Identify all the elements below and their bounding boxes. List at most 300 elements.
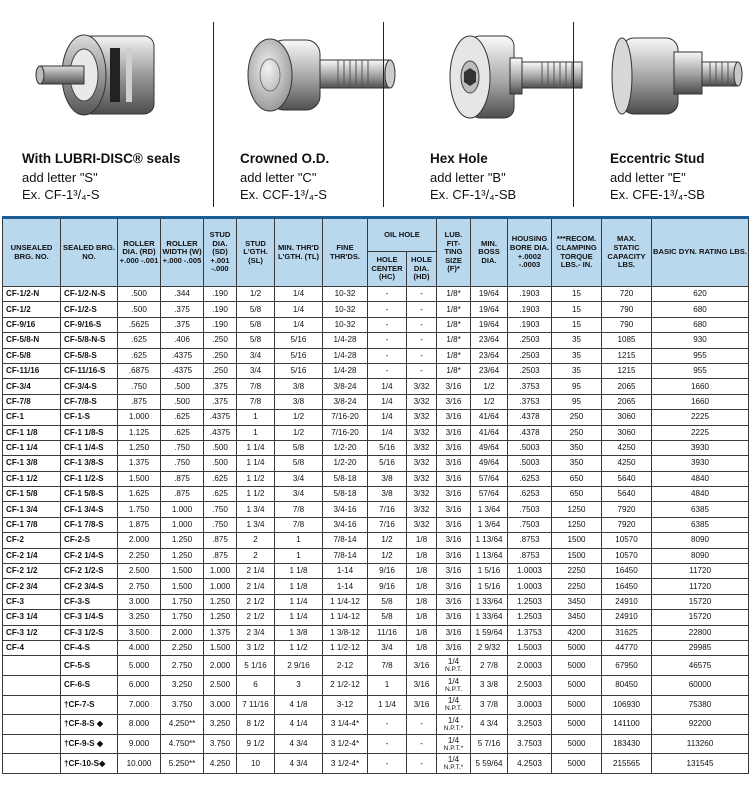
table-cell: CF-3 1/4-S [61,610,118,625]
table-cell: 2.500 [204,675,237,695]
table-cell: CF-1 3/8-S [61,456,118,471]
table-cell: 3/16 [437,579,471,594]
table-cell: CF-5-S [61,656,118,676]
table-cell: .375 [161,302,204,317]
table-cell: 5/8 [237,317,275,332]
table-row [3,594,749,609]
table-cell: CF-2 1/2-S [61,564,118,579]
table-cell: 1 1/4 [275,594,323,609]
table-cell: 2.0003 [508,656,552,676]
table-cell: .750 [204,502,237,517]
table-cell: CF-1 5/8-S [61,487,118,502]
table-cell: .4378 [508,410,552,425]
table-cell: 5/16 [275,363,323,378]
table-cell: 3/32 [407,410,437,425]
table-cell: 3/16 [437,502,471,517]
table-cell: CF-1 7/8 [3,517,61,532]
table-cell: 1/8 [407,610,437,625]
table-cell: 1/4 [368,394,407,409]
table-cell: 75380 [652,695,749,715]
table-cell: 3 3/8 [471,675,508,695]
table-cell: 35 [552,363,602,378]
table-cell: 1 1/4 [237,440,275,455]
table-cell: 1.750 [161,610,204,625]
table-cell: 1 1/2 [237,471,275,486]
table-cell: 4 3/4 [275,754,323,774]
table-cell: CF-5/8-S [61,348,118,363]
table-cell: CF-2 1/4 [3,548,61,563]
table-cell: .344 [161,287,204,302]
table-cell: 350 [552,440,602,455]
table-cell: 1/8 [407,640,437,655]
header-stud-dia: STUD DIA. (SD) +.001 -.000 [204,218,237,287]
table-cell: 1 [237,410,275,425]
table-cell: 5000 [552,695,602,715]
table-cell: 1 1/4 [368,695,407,715]
variant-name: With LUBRI-DISC® seals [22,151,181,166]
table-cell: 23/64 [471,333,508,348]
table-cell: 1/2 [275,410,323,425]
table-cell: 2 7/8 [471,656,508,676]
table-cell: 3/16 [407,675,437,695]
table-cell: CF-1/2-S [61,302,118,317]
table-cell: 1 13/64 [471,533,508,548]
table-cell: 1/4 [368,425,407,440]
table-cell: 1/8* [437,333,471,348]
table-cell: 790 [602,317,652,332]
lub-fitting-type: N.P.T.* [443,724,464,732]
table-cell: .8753 [508,533,552,548]
table-cell: 4.2503 [508,754,552,774]
table-cell: 1/2 [237,287,275,302]
table-cell: 3/16 [437,625,471,640]
table-cell: 31625 [602,625,652,640]
table-cell: 3060 [602,425,652,440]
table-cell: 3.0003 [508,695,552,715]
table-cell: 1/8* [437,348,471,363]
table-cell: 2 9/16 [275,656,323,676]
table-cell: 1 33/64 [471,594,508,609]
table-cell: CF-1 3/4-S [61,502,118,517]
table-cell: 1660 [652,379,749,394]
table-cell: 9 1/2 [237,734,275,754]
table-cell: 3 1/2-4* [323,754,368,774]
table-cell: 3450 [552,594,602,609]
table-cell: 5/8 [368,594,407,609]
table-cell: 10 [237,754,275,774]
table-cell: - [407,754,437,774]
table-cell: 3.250 [204,715,237,735]
variant-suffix: add letter "B" [430,170,506,185]
lub-fitting-size: 1/4 [447,755,460,765]
table-cell: 2250 [552,579,602,594]
table-cell: 1/2-20 [323,456,368,471]
header-lub-fitting: LUB. FIT- TING SIZE (F)* [437,218,471,287]
bearing-spec-table [2,216,748,774]
table-cell: 3-12 [323,695,368,715]
table-cell: 5/8-18 [323,487,368,502]
table-cell: CF-3/4 [3,379,61,394]
table-cell: .625 [204,487,237,502]
table-cell: 3/4 [275,487,323,502]
table-cell: 5/8 [237,333,275,348]
table-cell: 1 1/2-12 [323,640,368,655]
lub-fitting-size: 1/4 [447,696,460,706]
table-cell: CF-1 1/8 [3,425,61,440]
table-cell: 131545 [652,754,749,774]
table-cell: - [368,754,407,774]
table-cell: 95 [552,379,602,394]
header-fine-thread: FINE THR'DS. [323,218,368,287]
table-row [3,754,749,774]
header-oil-hole: OIL HOLE [368,218,437,252]
table-cell: 1 59/64 [471,625,508,640]
table-row [3,363,749,378]
table-cell: 3/16 [407,695,437,715]
table-cell: 2.000 [204,656,237,676]
table-cell [437,695,471,715]
table-cell: 2.000 [161,625,204,640]
table-cell: .500 [204,456,237,471]
lub-fitting-type: N.P.T.* [443,764,464,772]
table-cell: 3/8 [275,394,323,409]
table-cell: .625 [161,425,204,440]
variant-example: Ex. CF-1³/₄-S [22,187,100,202]
table-cell: †CF-8-S ◆ [61,715,118,735]
table-cell: 113260 [652,734,749,754]
separator [383,22,384,207]
table-cell: 1/4 [368,410,407,425]
table-cell: 1250 [552,517,602,532]
table-cell: 1.375 [204,625,237,640]
table-cell: CF-1-S [61,410,118,425]
table-cell: .6253 [508,487,552,502]
table-cell: CF-3 1/2 [3,625,61,640]
table-cell: - [368,302,407,317]
table-cell: 7920 [602,502,652,517]
table-cell: 6.000 [118,675,161,695]
table-cell: CF-4-S [61,640,118,655]
variant-suffix: add letter "C" [240,170,317,185]
table-cell: 2 1/2 [237,594,275,609]
table-cell: 2065 [602,394,652,409]
table-cell: CF-2 1/2 [3,564,61,579]
header-roller-width: ROLLER WIDTH (W) +.000 -.005 [161,218,204,287]
table-cell: 5/8 [275,440,323,455]
table-cell: .250 [204,363,237,378]
table-cell: CF-1 1/8-S [61,425,118,440]
table-row [3,533,749,548]
table-cell [437,734,471,754]
table-cell: 3 1/4-4* [323,715,368,735]
table-cell: CF-2 1/4-S [61,548,118,563]
table-cell: 1/2 [368,548,407,563]
table-cell: - [407,734,437,754]
table-cell: 7 11/16 [237,695,275,715]
table-cell: .190 [204,317,237,332]
table-cell: 930 [652,333,749,348]
lub-fitting-size: 1/4 [447,657,460,667]
table-cell: 15 [552,302,602,317]
table-cell: 1.000 [161,502,204,517]
table-cell: 16450 [602,579,652,594]
table-cell: .375 [161,317,204,332]
table-cell: CF-2 [3,533,61,548]
table-cell: 5000 [552,675,602,695]
table-cell: 11/16 [368,625,407,640]
table-cell: 5/8 [275,456,323,471]
table-cell: 5000 [552,640,602,655]
table-cell: .406 [161,333,204,348]
table-cell: 3.750 [161,695,204,715]
table-row [3,317,749,332]
table-cell: 1/8 [407,533,437,548]
eccentric-stud-bearing-icon [610,18,750,138]
table-cell: 3/32 [407,502,437,517]
table-cell: CF-3 1/2-S [61,625,118,640]
table-cell: CF-2 3/4-S [61,579,118,594]
table-cell: 680 [652,317,749,332]
table-row [3,564,749,579]
table-cell: 3/16 [437,440,471,455]
table-cell: 7/16-20 [323,410,368,425]
table-cell: CF-1/2 [3,302,61,317]
table-cell: 1.750 [118,502,161,517]
table-cell: .6253 [508,471,552,486]
table-cell: †CF-7-S [61,695,118,715]
table-cell: 19/64 [471,317,508,332]
table-cell: 1.500 [161,564,204,579]
table-cell: 7/16 [368,502,407,517]
table-cell [437,656,471,676]
variant-suffix: add letter "S" [22,170,98,185]
table-cell: 1.375 [118,456,161,471]
table-cell: 720 [602,287,652,302]
table-cell: 2.750 [118,579,161,594]
table-cell: 24910 [602,610,652,625]
table-cell: 3/16 [437,594,471,609]
table-row [3,548,749,563]
table-cell: 2-12 [323,656,368,676]
table-cell: - [407,302,437,317]
table-cell: .500 [118,287,161,302]
table-cell: 3/4-16 [323,517,368,532]
table-cell: 1.125 [118,425,161,440]
table-cell: .4378 [508,425,552,440]
table-cell: 1 3/64 [471,502,508,517]
table-cell: 22800 [652,625,749,640]
table-cell: 1/2-20 [323,440,368,455]
table-cell: 1/2 [275,425,323,440]
table-cell: 7/8-14 [323,533,368,548]
table-cell: 4.750** [161,734,204,754]
table-cell: 1 1/4 [237,456,275,471]
header-dyn-rating: BASIC DYN. RATING LBS. [652,218,749,287]
table-cell: .7503 [508,517,552,532]
table-cell: 1.0003 [508,564,552,579]
lub-fitting-size: 1/4 [447,715,460,725]
table-cell: 1 [237,425,275,440]
table-cell: 49/64 [471,456,508,471]
table-cell: 5/16 [275,333,323,348]
table-cell: 3930 [652,456,749,471]
table-cell: CF-9/16 [3,317,61,332]
table-cell: 4.250 [204,754,237,774]
table-cell: 4840 [652,487,749,502]
table-cell: 3/8 [275,379,323,394]
table-cell: .375 [204,394,237,409]
table-cell: 1 5/16 [471,564,508,579]
table-cell: 1/4 [275,287,323,302]
table-cell: 1/4 [368,379,407,394]
header-housing-bore: HOUSING BORE DIA. +.0002 -.0003 [508,218,552,287]
table-cell: 92200 [652,715,749,735]
table-cell: 1 3/64 [471,517,508,532]
hex-hole-bearing-icon [430,18,600,138]
table-cell: 3930 [652,440,749,455]
table-cell: 7/8 [237,379,275,394]
table-row [3,471,749,486]
table-cell: 3/8 [368,487,407,502]
table-cell: 1 3/4 [237,502,275,517]
table-cell: 3/4 [275,471,323,486]
table-cell: 3/32 [407,456,437,471]
table-cell: 3 1/2-4* [323,734,368,754]
table-cell: 7.000 [118,695,161,715]
table-cell: CF-11/16-S [61,363,118,378]
table-cell: 95 [552,394,602,409]
table-cell: 1/8 [407,579,437,594]
lub-fitting-type: N.P.T. [444,685,463,693]
table-cell: 5/8-18 [323,471,368,486]
table-cell: 3.500 [118,625,161,640]
lub-fitting-type: N.P.T.* [443,744,464,752]
table-row [3,440,749,455]
table-cell: .7503 [508,502,552,517]
table-cell: 955 [652,363,749,378]
table-row [3,517,749,532]
table-cell: .625 [161,410,204,425]
table-cell: 10570 [602,533,652,548]
table-cell: 1/2 [471,394,508,409]
table-cell: 3/32 [407,440,437,455]
table-cell: - [407,317,437,332]
table-cell: 3/4 [237,348,275,363]
table-cell: 1 3/8-12 [323,625,368,640]
table-row [3,579,749,594]
table-cell: 1/8* [437,287,471,302]
table-cell: 8090 [652,533,749,548]
table-cell: 680 [652,302,749,317]
table-cell: 3.250 [118,610,161,625]
table-row [3,348,749,363]
table-cell: 1/8 [407,564,437,579]
table-cell: .500 [161,394,204,409]
variant-name: Eccentric Stud [610,151,705,166]
table-cell: 9/16 [368,564,407,579]
table-cell: - [407,363,437,378]
table-cell: .250 [204,333,237,348]
table-cell: 5000 [552,715,602,735]
header-roller-dia: ROLLER DIA. (RD) +.000 -.001 [118,218,161,287]
lub-fitting-type: N.P.T. [444,666,463,674]
table-cell: 350 [552,456,602,471]
table-cell: 106930 [602,695,652,715]
table-cell: CF-1 3/4 [3,502,61,517]
variant-example: Ex. CCF-1³/₄-S [240,187,327,202]
table-cell: CF-3-S [61,594,118,609]
table-cell: 1085 [602,333,652,348]
table-cell: - [368,734,407,754]
table-cell: 1/8* [437,363,471,378]
table-cell: 3/16 [437,640,471,655]
table-cell: .500 [161,379,204,394]
table-cell: 7/16 [368,517,407,532]
table-cell: 2.500 [118,564,161,579]
table-cell: 4.250** [161,715,204,735]
table-cell: 15720 [652,594,749,609]
table-cell: 3/16 [437,610,471,625]
table-cell: 1/4 [275,302,323,317]
table-cell: CF-4 [3,640,61,655]
table-cell: .1903 [508,302,552,317]
table-cell: 1.250 [204,610,237,625]
table-cell: 1.250 [118,440,161,455]
table-cell: 5640 [602,471,652,486]
table-cell: 1.250 [204,594,237,609]
header-torque: ***RECOM. CLAMPING TORQUE LBS.- IN. [552,218,602,287]
table-cell: 7/8 [368,656,407,676]
table-cell: 4.000 [118,640,161,655]
table-cell: 15720 [652,610,749,625]
table-cell: .500 [204,440,237,455]
table-cell: 250 [552,410,602,425]
table-cell: 3.7503 [508,734,552,754]
table-cell: 10.000 [118,754,161,774]
table-cell: 2 3/4 [237,625,275,640]
table-cell: CF-1 1/2-S [61,471,118,486]
table-cell: 5640 [602,487,652,502]
table-cell: 1 [275,548,323,563]
table-cell: 35 [552,333,602,348]
table-cell: 5/8 [368,610,407,625]
table-cell: 15 [552,287,602,302]
table-cell: 3/16 [407,656,437,676]
table-cell: 11720 [652,579,749,594]
table-cell: 1.625 [118,487,161,502]
table-cell: .875 [204,548,237,563]
table-cell: 7/16-20 [323,425,368,440]
header-hole-dia: HOLE DIA. (HD) [407,252,437,287]
table-cell: CF-5/8-N [3,333,61,348]
table-cell: 80450 [602,675,652,695]
table-cell: .875 [118,394,161,409]
table-cell: 1.500 [204,640,237,655]
table-cell: 2250 [552,564,602,579]
table-cell: 1.500 [161,579,204,594]
table-cell: 3060 [602,410,652,425]
table-cell: 1 [275,533,323,548]
table-row [3,502,749,517]
table-cell: 2 1/2 [237,610,275,625]
table-cell: CF-1/2-N [3,287,61,302]
table-cell: 1/8 [407,548,437,563]
table-cell: 5 7/16 [471,734,508,754]
table-cell: 5.000 [118,656,161,676]
table-cell: 1.875 [118,517,161,532]
table-cell: CF-3 [3,594,61,609]
table-body [3,287,749,774]
